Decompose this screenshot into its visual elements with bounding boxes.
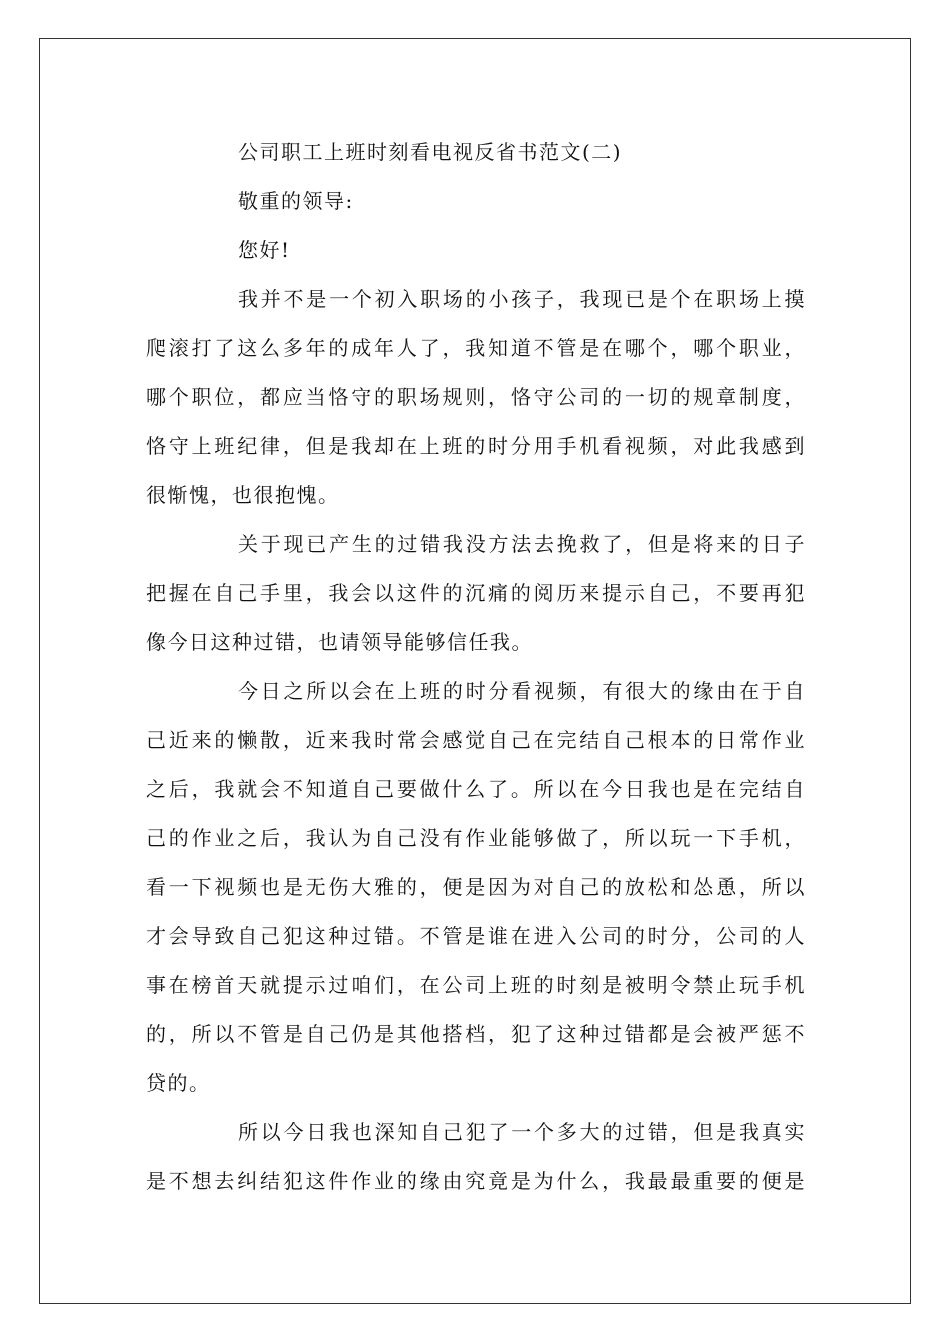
paragraph-line: 的，所以不管是自己仍是其他搭档，犯了这种过错都是会被严惩不	[146, 1022, 806, 1046]
paragraph-line: 己近来的懒散，近来我时常会感觉自己在完结自己根本的日常作业	[146, 728, 806, 752]
paragraph-4	[146, 1108, 806, 1206]
paragraph-line: 把握在自己手里，我会以这件的沉痛的阅历来提示自己，不要再犯	[146, 581, 806, 605]
paragraph-2	[146, 520, 806, 667]
paragraph-line: 贷的。	[146, 1071, 211, 1095]
paragraph-line: 己的作业之后，我认为自己没有作业能够做了，所以玩一下手机，	[146, 826, 806, 850]
greeting: 您好!	[238, 238, 291, 262]
paragraph-line: 才会导致自己犯这种过错。不管是谁在进入公司的时分，公司的人	[146, 924, 806, 948]
paragraph-line: 今日之所以会在上班的时分看视频，有很大的缘由在于自	[238, 679, 806, 703]
paragraph-line: 恪守上班纪律，但是我却在上班的时分用手机看视频，对此我感到	[146, 434, 806, 458]
paragraph-line: 像今日这种过错，也请领导能够信任我。	[146, 630, 533, 654]
paragraph-line: 爬滚打了这么多年的成年人了，我知道不管是在哪个，哪个职业，	[146, 336, 806, 360]
paragraph-line: 我并不是一个初入职场的小孩子，我现已是个在职场上摸	[238, 287, 806, 311]
paragraph-line: 哪个职位，都应当恪守的职场规则，恪守公司的一切的规章制度，	[146, 385, 806, 409]
paragraph-line: 是不想去纠结犯这件作业的缘由究竟是为什么，我最最重要的便是	[146, 1169, 806, 1193]
paragraph-line: 很惭愧，也很抱愧。	[146, 483, 340, 507]
document-title: 公司职工上班时刻看电视反省书范文(二)	[238, 140, 623, 164]
paragraph-line: 所以今日我也深知自己犯了一个多大的过错，但是我真实	[238, 1120, 806, 1144]
paragraph-1	[146, 275, 806, 520]
paragraph-line: 事在榜首天就提示过咱们，在公司上班的时刻是被明令禁止玩手机	[146, 973, 806, 997]
paragraph-line: 看一下视频也是无伤大雅的，便是因为对自己的放松和怂恿，所以	[146, 875, 806, 899]
document-body	[146, 128, 806, 1206]
paragraph-line: 之后，我就会不知道自己要做什么了。所以在今日我也是在完结自	[146, 777, 806, 801]
paragraph-line: 关于现已产生的过错我没方法去挽救了，但是将来的日子	[238, 532, 806, 556]
salutation: 敬重的领导:	[238, 189, 354, 213]
paragraph-3	[146, 667, 806, 1108]
